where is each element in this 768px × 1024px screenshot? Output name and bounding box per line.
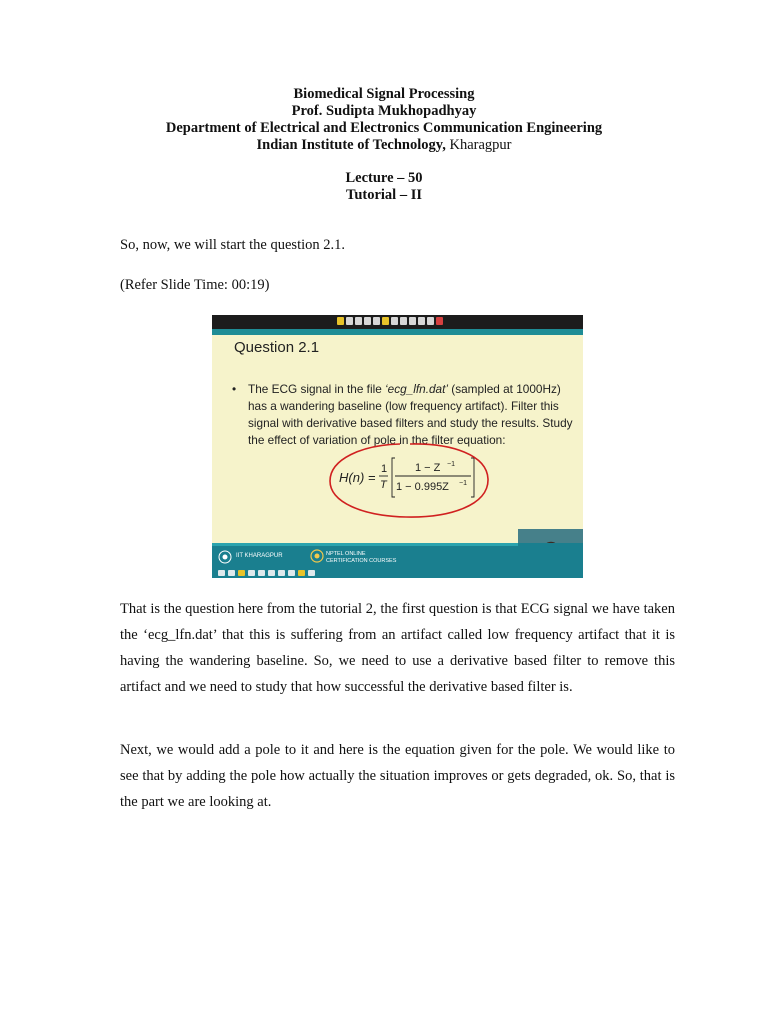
eq-one: 1 [381, 463, 388, 475]
slide-header-stripe [212, 329, 583, 335]
bullet-dot: • [232, 382, 237, 396]
refer-slide-time: (Refer Slide Time: 00:19) [120, 277, 270, 293]
bullet-part1: The ECG signal in the file [248, 382, 386, 396]
nptel-line1: NPTEL ONLINE [326, 551, 366, 557]
slide-toolbar-icons [337, 317, 443, 327]
course-title: Biomedical Signal Processing [293, 86, 475, 102]
iit-logo-icon [218, 549, 232, 565]
nptel-label [326, 551, 396, 564]
lecture-slide-image [212, 315, 583, 578]
institute-main: Indian Institute of Technology, [256, 137, 446, 153]
document-header [0, 86, 768, 154]
nptel-logo-icon [310, 549, 324, 563]
institute-name [0, 137, 768, 154]
explanation-paragraph-2: Next, we would add a pole to it and here is the equation given for the pole. We would like to see that by adding the pole how actually the situation improves or gets degraded, ok. So, that is the part we are looking at. [120, 742, 675, 810]
institute-city: Kharagpur [449, 137, 512, 153]
lecture-number: Lecture – 50 [345, 170, 423, 186]
bullet-filename: ‘ecg_lfn.dat’ [385, 382, 449, 396]
slide-footer [212, 543, 583, 578]
eq-num-exponent: −1 [447, 461, 455, 468]
explanation-paragraph-1: That is the question here from the tutorial 2, the first question is that ECG signal we have taken the ‘ecg_lfn.dat’ that this is suffering from an artifact called low frequency artifact that it is having the wandering baseline. So, we need to use a derivative based filter to remove this artifact and we need to study that how successful the derivative based filter is. [120, 601, 675, 695]
eq-lhs: H(n) = [339, 470, 376, 485]
eq-den-exponent: −1 [459, 480, 467, 487]
slide-title: Question 2.1 [234, 339, 320, 356]
nptel-line2: CERTIFICATION COURSES [326, 557, 397, 564]
slide-toolbar [212, 315, 583, 329]
department-name: Department of Electrical and Electronics Communication Engineering [165, 120, 603, 136]
iit-kharagpur-label: IIT KHARAGPUR [236, 553, 283, 559]
eq-denominator: 1 − 0.995Z [396, 481, 449, 493]
footer-nav-icons [218, 570, 315, 576]
eq-numerator: 1 − Z [415, 462, 441, 474]
red-annotation-circle [322, 439, 494, 521]
eq-t: T [380, 479, 387, 491]
intro-paragraph: So, now, we will start the question 2.1. [120, 237, 345, 253]
professor-name: Prof. Sudipta Mukhopadhyay [291, 103, 477, 119]
lecture-heading [0, 170, 768, 204]
bullet-part2: (sampled at 1000Hz) has a wandering baseline (low frequency artifact). Filter this signal with derivative based filters and study the results. Study the effect of variation of pole in the filter equation: [248, 382, 573, 447]
tutorial-number: Tutorial – II [345, 187, 422, 203]
